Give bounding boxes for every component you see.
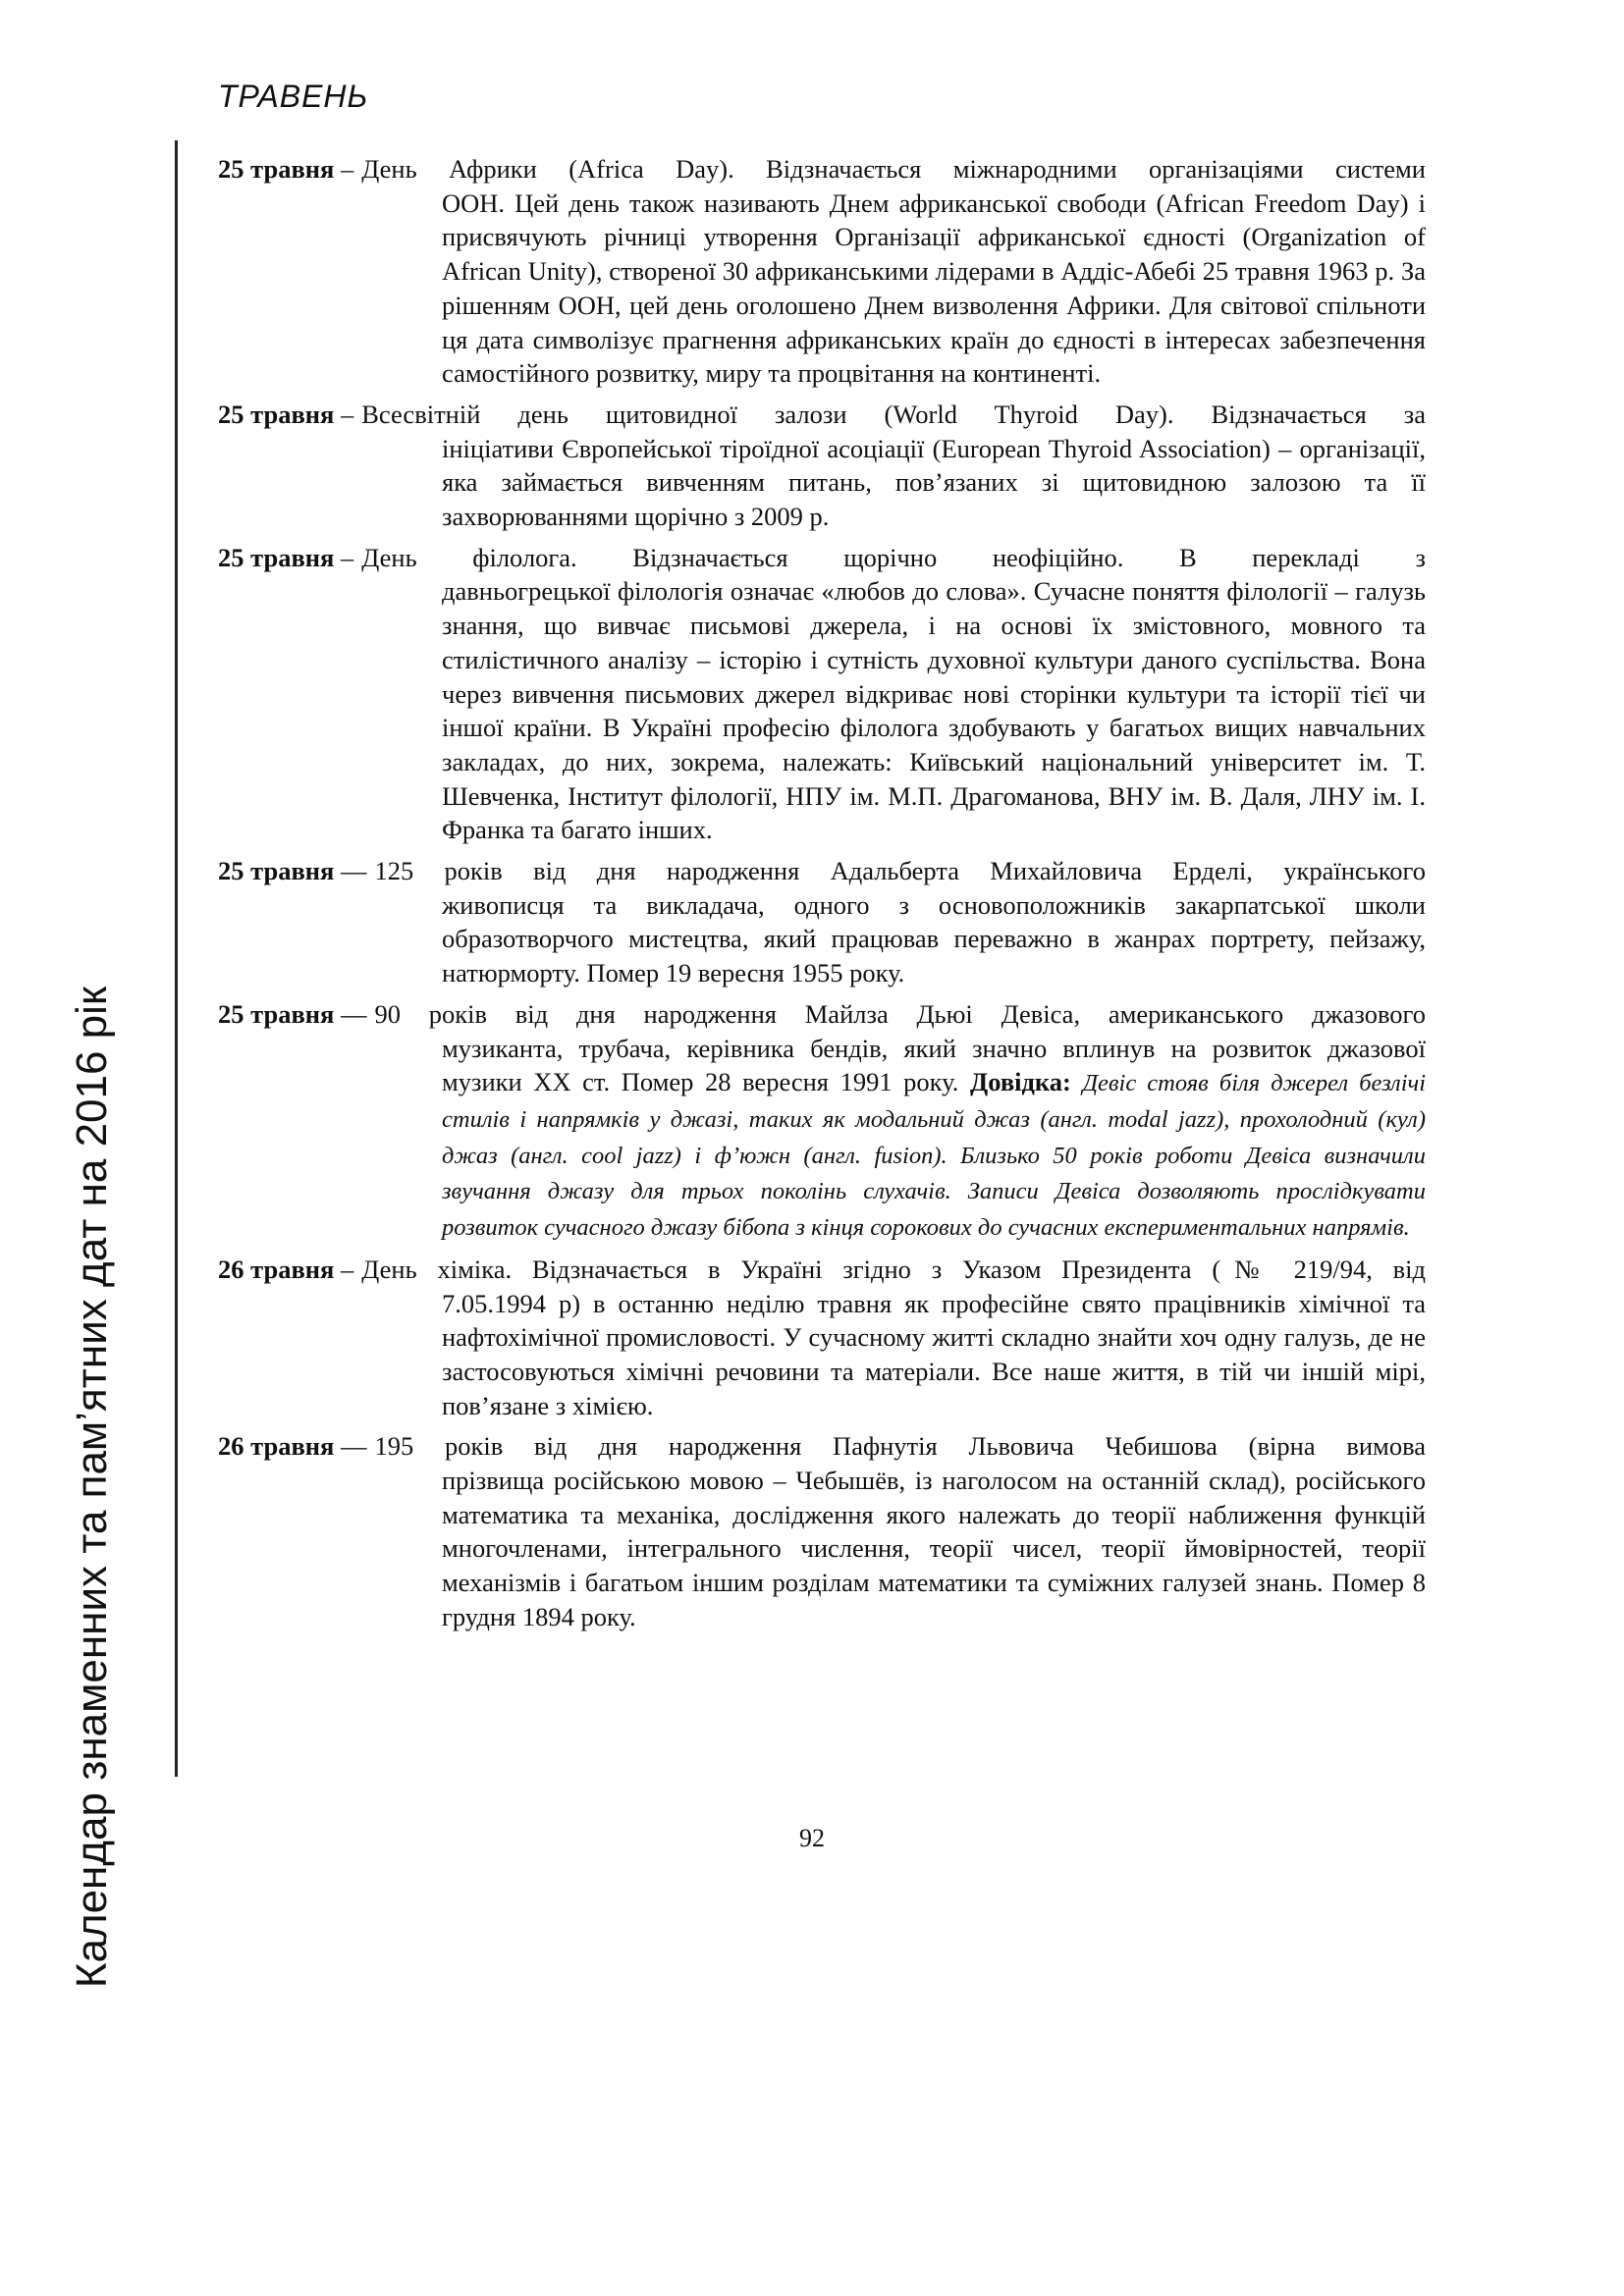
entry-body: ООН. Цей день також називають Днем африканської свободи (African Freedom Day) і присвячують річниці утворення Організації африканської єдності (Organization of African Unity), створеної 30 африканськими лідерами в Аддіс-Абебі 25 травня 1963 р. За рішенням ООН, цей день оголошено Днем визволення Африки. Для світової спільноти ця дата символізує прагнення африканських країн до єдності в інтересах забезпечення самостійного розвитку, миру та процвітання на континенті. xyxy=(442,187,1426,389)
entry-erdeli xyxy=(218,854,1426,990)
entry-thyroid-day xyxy=(218,398,1426,534)
entry-lead-text: 125 років від дня народження Адальберта Михайловича Ерделі, українського xyxy=(374,856,1426,886)
entry-date: 25 травня xyxy=(218,542,335,572)
entry-dash: — xyxy=(334,1431,367,1462)
entry-lead-text: 90 років від дня народження Майлза Дьюі Девіса, американського джазового xyxy=(374,998,1426,1029)
entry-dash: — xyxy=(334,998,367,1029)
entry-date: 25 травня xyxy=(218,399,335,429)
entry-dash: – xyxy=(334,154,354,184)
note-label: Довідка: xyxy=(970,1067,1071,1097)
entry-dash: — xyxy=(334,856,367,886)
entry-body: прізвища російською мовою – Чебышёв, із наголосом на останній склад), російського математика та механіка, дослідження якого належать до теорії наближення функцій многочленами, інтегрального числення, теорії чисел, теорії ймовірностей, теорії механізмів і багатьом іншим розділам математики та суміжних галузей знань. Помер 8 грудня 1894 року. xyxy=(442,1466,1426,1631)
entry-date: 25 травня xyxy=(218,154,335,184)
entry-lead-text: День Африки (Africa Day). Відзначається міжнародними організаціями системи xyxy=(361,154,1426,184)
side-title: Календар знаменних та пам’ятних дат на 2016 рік xyxy=(68,986,116,1989)
entry-miles-davis xyxy=(218,997,1426,1246)
entry-dash: – xyxy=(334,1254,354,1284)
entry-africa-day xyxy=(218,152,1426,391)
entry-lead-text: 195 років від дня народження Пафнутія Львовича Чебишова (вірна вимова xyxy=(374,1431,1426,1462)
entry-note: Девіс стояв біля джерел безлічі стилів і напрямків у джазі, таких як модальний джаз (англ. modal jazz), прохолодний (кул) джаз (англ. cool jazz) і ф’южн (англ. fusion). Близько 50 років роботи Девіса визначили звучання джазу для трьох поколінь слухачів. Записи Девіса дозволяють прослідкувати розвиток сучасного джазу бібопа з кінця сорокових до сучасних експериментальних напрямів. xyxy=(442,1070,1427,1242)
entry-dash: – xyxy=(334,399,354,429)
vertical-rule xyxy=(175,140,178,1777)
entry-body: музиканта, трубача, керівника бендів, який значно вплинув на розвиток джазової музики XX ст. Помер 28 вересня 1991 року. Довідка: Девіс стояв біля джерел безлічі стилів і напрямків у джазі, таких як модальний джаз (англ. modal jazz), прохолодний (кул) джаз (англ. cool jazz) і ф’южн (англ. fusion). Близько 50 років роботи Девіса визначили звучання джазу для трьох поколінь слухачів. Записи Девіса дозволяють прослідкувати розвиток сучасного джазу бібопа з кінця сорокових до сучасних експериментальних напрямів. xyxy=(442,1033,1427,1242)
entry-lead-text: Всесвітній день щитовидної залози (World Thyroid Day). Відзначається за xyxy=(361,399,1426,429)
entry-body: живописця та викладача, одного з основоположників закарпатської школи образотворчого мистецтва, який працював переважно в жанрах портрету, пейзажу, натюрморту. Помер 19 вересня 1955 року. xyxy=(442,889,1426,988)
entry-date: 25 травня xyxy=(218,856,335,886)
entry-body: 7.05.1994 р) в останню неділю травня як професійне свято працівників хімічної та нафтохімічної промисловості. У сучасному житті складно знайти хоч одну галузь, де не застосовуються хімічні речовини та матеріали. Все наше життя, в тій чи іншій мірі, пов’язане з хімією. xyxy=(442,1288,1426,1420)
entry-lead-text: День хіміка. Відзначається в Україні згідно з Указом Президента (№ 219/94, від xyxy=(361,1254,1426,1284)
entry-dash: – xyxy=(334,542,354,572)
page-number: 92 xyxy=(799,1824,825,1852)
entry-body: давньогрецької філологія означає «любов до слова». Сучасне поняття філології – галузь знання, що вивчає письмові джерела, і на основі їх змістовного, мовного та стилістичного аналізу – історію і сутність духовної культури даного суспільства. Вона через вивчення письмових джерел відкриває нові сторінки культури та історії тієї чи іншої країни. В Україні професію філолога здобувають у багатьох вищих навчальних закладах, до них, зокрема, належать: Київський національний університет ім. Т. Шевченка, Інститут філології, НПУ ім. М.П. Драгоманова, ВНУ ім. В. Даля, ЛНУ ім. І. Франка та багато інших. xyxy=(442,576,1426,845)
running-header: ТРАВЕНЬ xyxy=(218,79,369,114)
entry-chemist-day xyxy=(218,1253,1426,1423)
entry-body: ініціативи Європейської тіроїдної асоціації (European Thyroid Association) – організації, яка займається вивченням питань, пов’язаних зі щитовидною залозою та її захворюваннями щорічно з 2009 р. xyxy=(442,433,1426,532)
entry-date: 26 травня xyxy=(218,1254,335,1284)
entry-philologist-day xyxy=(218,541,1426,847)
entry-date: 25 травня xyxy=(218,998,335,1029)
entries-list xyxy=(218,152,1426,1641)
entry-date: 26 травня xyxy=(218,1431,335,1462)
entry-lead-text: День філолога. Відзначається щорічно неофіційно. В перекладі з xyxy=(361,542,1426,572)
entry-chebyshev xyxy=(218,1429,1426,1633)
